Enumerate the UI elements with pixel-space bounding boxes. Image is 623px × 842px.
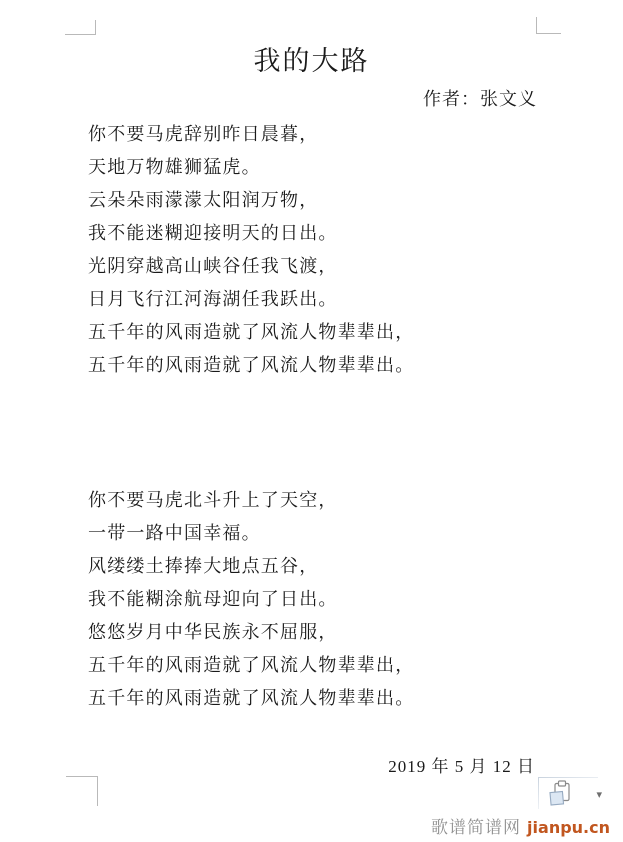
margin-corner-mark-bottom-left [66,776,98,777]
poem-line: 五千年的风雨造就了风流人物辈辈出。 [88,688,415,708]
margin-corner-mark-top-left [65,34,96,35]
margin-corner-mark-top-right [536,17,537,34]
poem-line: 你不要马虎北斗升上了天空， [88,490,338,510]
watermark-site-name: 歌谱简谱网 [431,818,522,837]
dropdown-arrow-icon[interactable]: ▾ [596,788,602,801]
poem-line: 日月飞行江河海湖任我跃出。 [88,289,338,309]
poem-line: 天地万物雄狮猛虎。 [88,157,261,177]
margin-corner-mark-top-right [537,33,561,34]
poem-line: 云朵朵雨濛濛太阳润万物， [88,190,319,210]
poem-line: 风缕缕土捧捧大地点五谷， [88,556,319,576]
poem-line: 悠悠岁月中华民族永不屈服， [88,622,338,642]
author-byline: 作者：张文义 [423,89,537,109]
poem-line: 我不能迷糊迎接明天的日出。 [88,223,338,243]
watermark [431,813,610,838]
margin-corner-mark-bottom-left [97,776,98,806]
poem-line: 五千年的风雨造就了风流人物辈辈出， [88,655,415,675]
page-title: 我的大路 [253,46,370,76]
poem-line: 光阴穿越高山峡谷任我飞渡， [88,256,338,276]
clipboard-paste-icon[interactable] [547,780,575,808]
stanza-1 [88,118,414,382]
paste-widget-border [538,777,598,778]
stanza-2 [88,484,414,715]
paste-options-button[interactable] [538,777,604,810]
poem-line: 你不要马虎辞别昨日晨暮， [88,124,319,144]
margin-corner-mark-top-left [95,20,96,35]
poem-line: 五千年的风雨造就了风流人物辈辈出。 [88,355,415,375]
watermark-site-domain: jianpu.cn [527,818,610,837]
poem-line: 一带一路中国幸福。 [88,523,261,543]
paste-widget-border [538,777,539,809]
date-line: 2019 年 5 月 12 日 [388,757,535,776]
poem-line: 我不能糊涂航母迎向了日出。 [88,589,338,609]
poem-line: 五千年的风雨造就了风流人物辈辈出， [88,322,415,342]
